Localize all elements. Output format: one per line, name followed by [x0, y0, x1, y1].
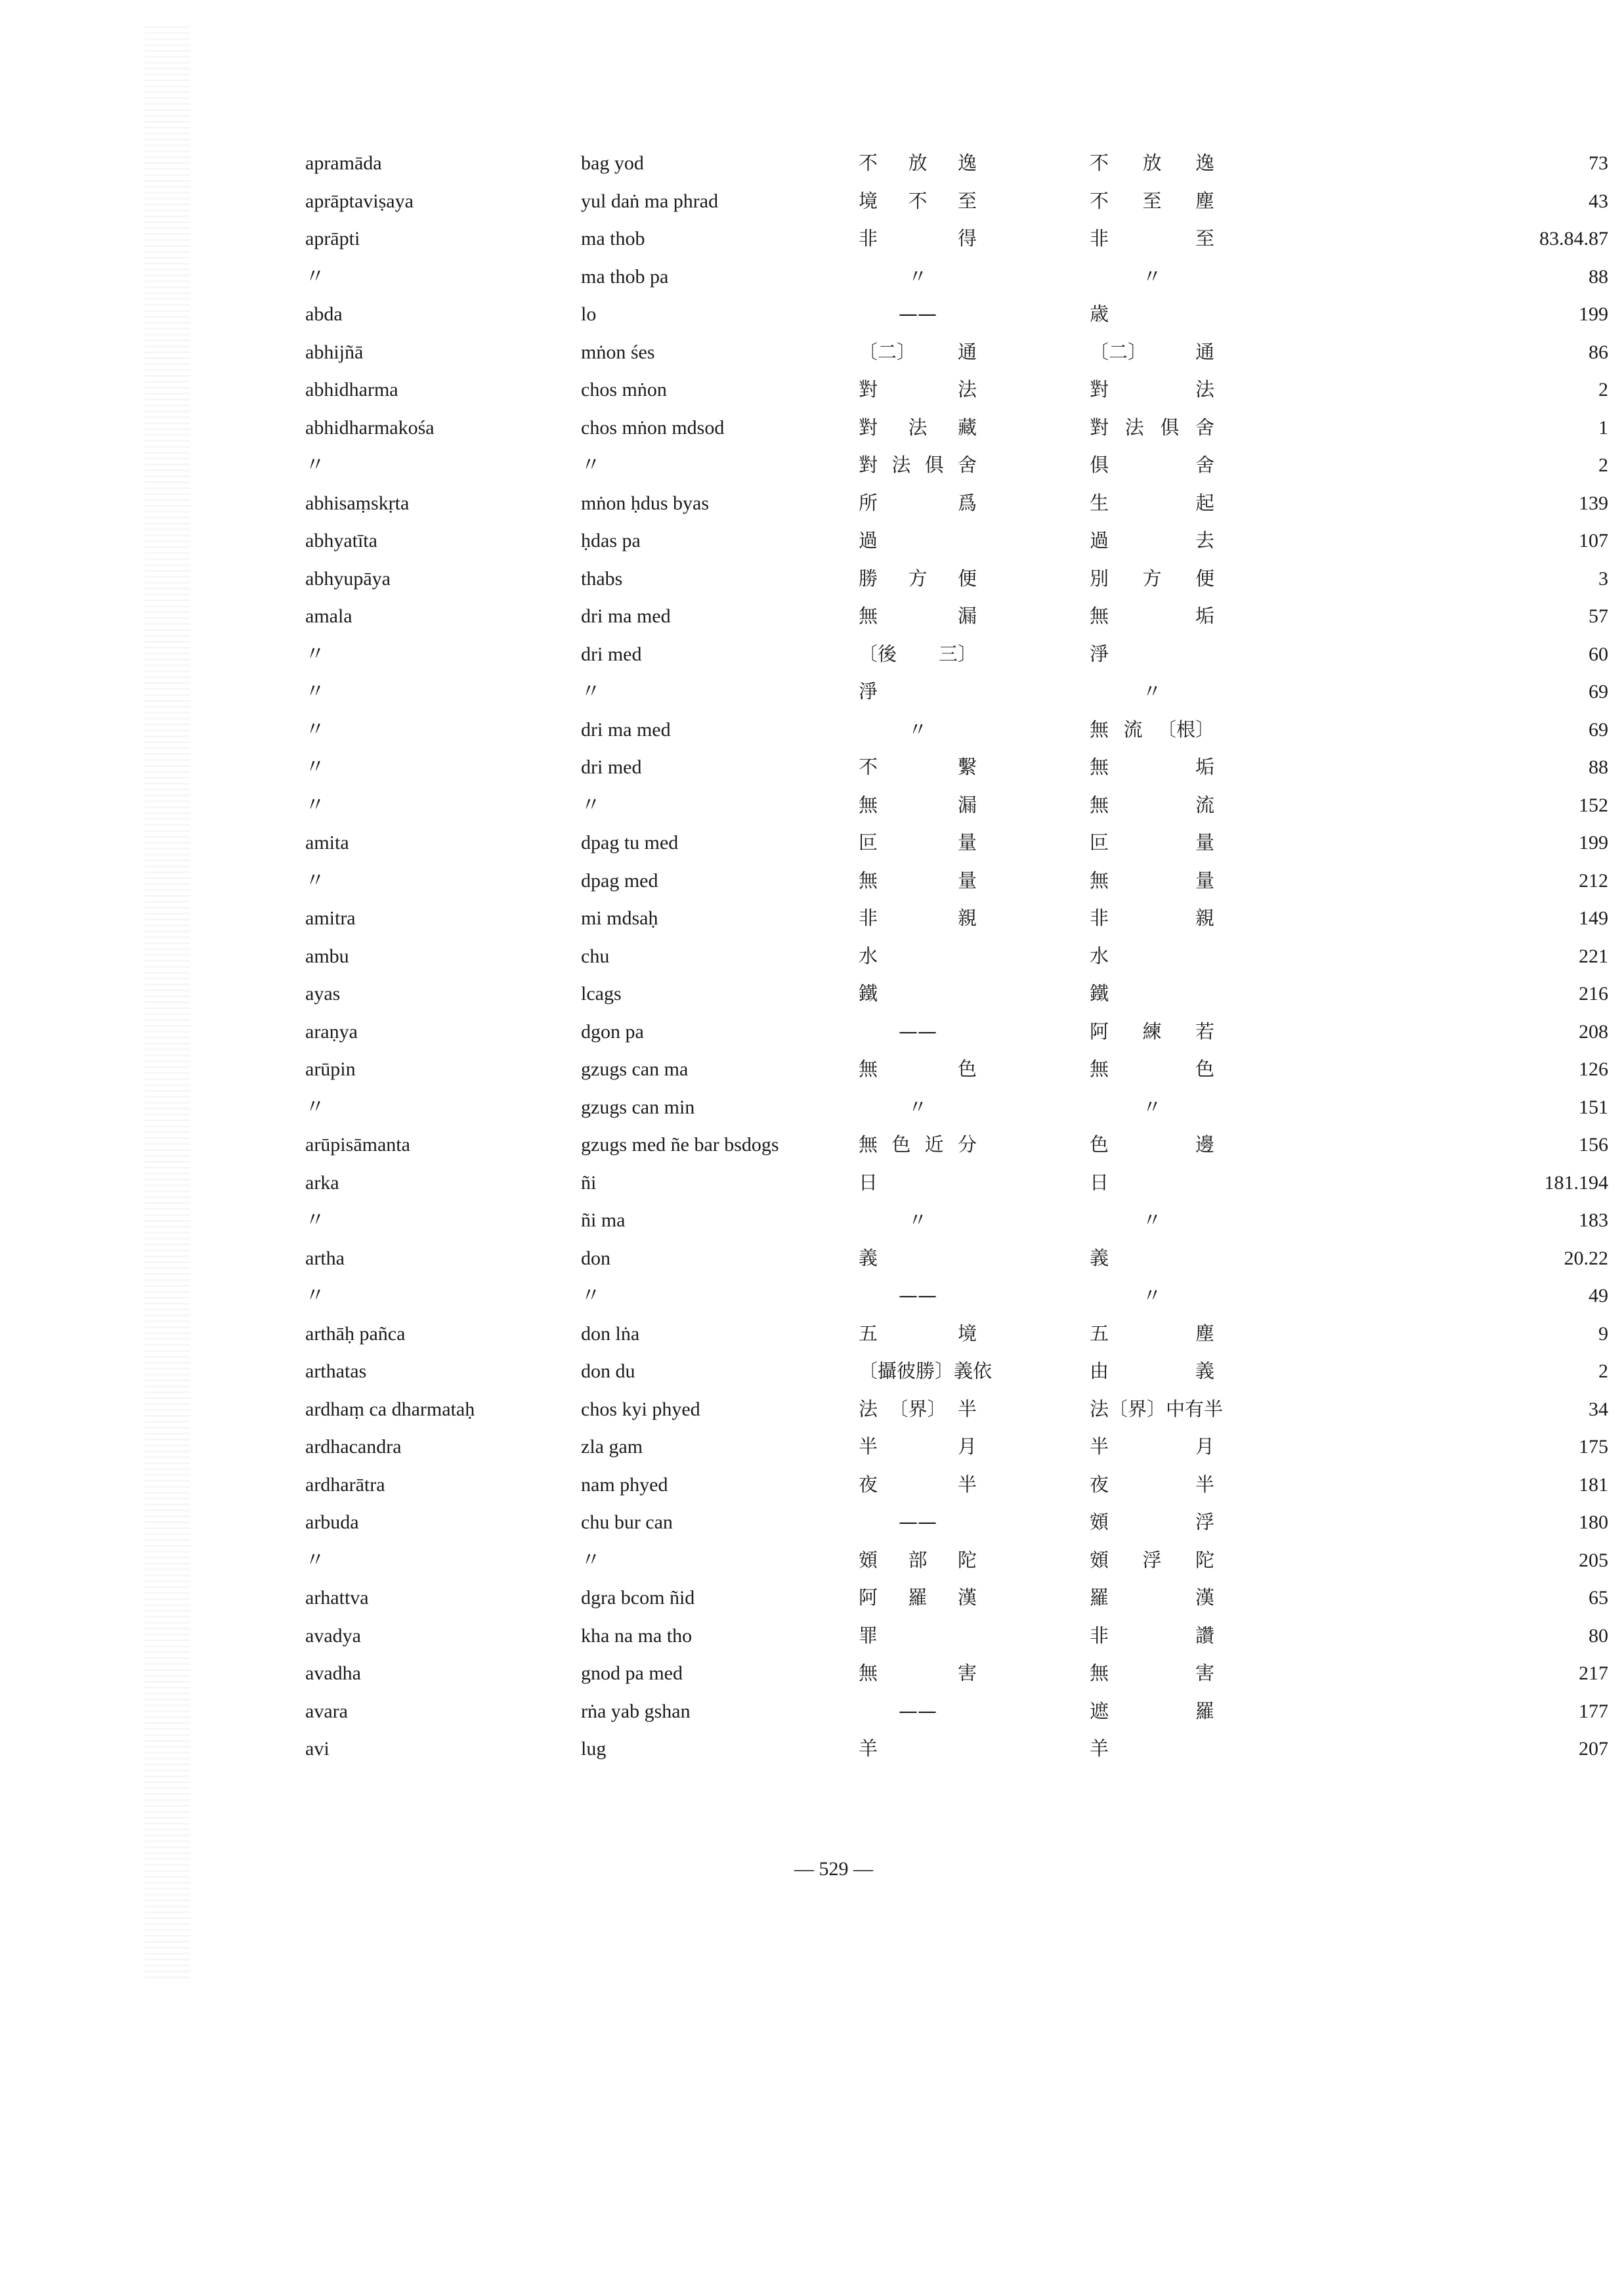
glossary-row — [289, 258, 1608, 296]
sanskrit-term: 〃 — [305, 794, 325, 816]
chinese-term-xuanzang: 無 色 近 分 — [859, 1133, 977, 1156]
chinese-term-xuanzang: 境 不 至 — [859, 189, 977, 212]
chinese-term-paramartha: 俱 舍 — [1090, 454, 1214, 476]
tibetan-term: rṅa yab gshan — [581, 1700, 691, 1722]
chinese-term-paramartha: 色 邊 — [1090, 1133, 1214, 1156]
chinese-term-paramartha: 別 方 便 — [1090, 567, 1214, 590]
glossary-row — [289, 1655, 1608, 1693]
sanskrit-term: arthāḥ pañca — [305, 1322, 406, 1345]
chinese-term-paramartha: 淨 — [1090, 642, 1109, 665]
page-reference: 212 — [1579, 869, 1608, 892]
glossary-row — [289, 1542, 1608, 1580]
tibetan-term: 〃 — [581, 794, 601, 816]
sanskrit-term: ambu — [305, 945, 349, 967]
page-reference: 181.194 — [1544, 1171, 1608, 1194]
page-reference: 9 — [1598, 1322, 1608, 1345]
chinese-term-paramartha: 非 讚 — [1090, 1624, 1214, 1647]
chinese-term-paramartha: 非 至 — [1090, 227, 1214, 249]
glossary-row — [289, 787, 1608, 825]
page-reference: 69 — [1589, 718, 1608, 741]
tibetan-term: 〃 — [581, 454, 601, 476]
chinese-term-paramartha: 不 至 塵 — [1090, 189, 1214, 212]
sanskrit-term: apramāda — [305, 152, 382, 174]
tibetan-term: 〃 — [581, 1549, 601, 1571]
tibetan-term: dpag med — [581, 869, 658, 892]
chinese-term-paramartha: 無 垢 — [1090, 756, 1214, 778]
glossary-row — [289, 1126, 1608, 1164]
glossary-row — [289, 1051, 1608, 1089]
chinese-term-paramartha: 無 色 — [1090, 1058, 1214, 1080]
tibetan-term: gzugs can ma — [581, 1058, 689, 1080]
page-reference: 183 — [1579, 1209, 1608, 1231]
tibetan-term: dri ma med — [581, 605, 671, 627]
page-reference: 43 — [1589, 190, 1608, 212]
chinese-term-xuanzang: 義 — [859, 1246, 878, 1269]
chinese-term-paramartha: 〃 — [1142, 1209, 1162, 1231]
glossary-row — [289, 1013, 1608, 1051]
page-reference: 208 — [1579, 1020, 1608, 1043]
tibetan-term: lo — [581, 303, 597, 325]
glossary-table — [289, 144, 1608, 1768]
glossary-row — [289, 371, 1608, 409]
glossary-row — [289, 1089, 1608, 1127]
sanskrit-term: artha — [305, 1247, 345, 1269]
glossary-row — [289, 1617, 1608, 1655]
glossary-row — [289, 1693, 1608, 1731]
page-reference: 180 — [1579, 1511, 1608, 1533]
page-reference: 2 — [1598, 454, 1608, 476]
tibetan-term: chos mṅon mdsod — [581, 416, 725, 439]
chinese-term-xuanzang: 無 量 — [859, 869, 977, 892]
chinese-term-xuanzang: 對 法 藏 — [859, 416, 977, 439]
glossary-row — [289, 560, 1608, 598]
page-reference: 216 — [1579, 983, 1608, 1005]
tibetan-term: ñi — [581, 1171, 597, 1194]
chinese-term-xuanzang: 非 得 — [859, 227, 977, 249]
page-reference: 20.22 — [1564, 1247, 1608, 1269]
sanskrit-term: aprāpti — [305, 228, 360, 249]
sanskrit-term: ardhacandra — [305, 1436, 402, 1458]
chinese-term-xuanzang: 〃 — [908, 265, 928, 288]
sanskrit-term: arūpisāmanta — [305, 1134, 410, 1156]
sanskrit-term: araṇya — [305, 1020, 358, 1043]
glossary-row — [289, 1353, 1608, 1391]
chinese-term-xuanzang: 無 色 — [859, 1058, 977, 1080]
glossary-row — [289, 1240, 1608, 1278]
sanskrit-term: avadha — [305, 1662, 361, 1684]
chinese-term-xuanzang: 〃 — [908, 718, 928, 741]
page-reference: 107 — [1579, 530, 1608, 552]
page-reference: 175 — [1579, 1436, 1608, 1458]
chinese-term-paramartha: 非 親 — [1090, 907, 1214, 929]
tibetan-term: gnod pa med — [581, 1662, 683, 1684]
sanskrit-term: 〃 — [305, 643, 325, 665]
chinese-term-paramartha: 對 法 俱 舍 — [1090, 416, 1214, 439]
glossary-row — [289, 975, 1608, 1013]
glossary-row — [289, 636, 1608, 674]
tibetan-term: chos mṅon — [581, 379, 667, 401]
tibetan-term: gzugs can min — [581, 1096, 695, 1118]
tibetan-term: yul daṅ ma phrad — [581, 190, 719, 212]
page-reference: 139 — [1579, 492, 1608, 514]
sanskrit-term: avi — [305, 1738, 330, 1760]
chinese-term-paramartha: 由 義 — [1090, 1360, 1214, 1382]
chinese-term-paramartha: 〃 — [1142, 1095, 1162, 1118]
sanskrit-term: abda — [305, 303, 343, 325]
page-reference: 80 — [1589, 1624, 1608, 1647]
chinese-term-paramartha: 阿 練 若 — [1090, 1020, 1214, 1043]
chinese-term-paramartha: 對 法 — [1090, 378, 1214, 401]
chinese-term-xuanzang: 對 法 俱 舍 — [859, 454, 977, 476]
chinese-term-paramartha: 〃 — [1142, 1284, 1162, 1307]
glossary-row — [289, 1579, 1608, 1617]
glossary-row — [289, 824, 1608, 862]
chinese-term-xuanzang: 半 月 — [859, 1435, 977, 1458]
tibetan-term: nam phyed — [581, 1473, 668, 1496]
page-reference: 199 — [1579, 303, 1608, 325]
sanskrit-term: 〃 — [305, 1549, 325, 1571]
glossary-row — [289, 295, 1608, 334]
sanskrit-term: abhyatīta — [305, 530, 377, 552]
chinese-term-xuanzang: 法 〔界〕 半 — [859, 1397, 977, 1420]
chinese-term-xuanzang: 〃 — [908, 1209, 928, 1231]
sanskrit-term: abhidharma — [305, 379, 398, 401]
glossary-row — [289, 446, 1608, 485]
chinese-term-paramartha: 五 塵 — [1090, 1322, 1214, 1345]
page-reference: 69 — [1589, 681, 1608, 703]
chinese-term-paramartha: 頞 浮 陀 — [1090, 1548, 1214, 1571]
sanskrit-term: 〃 — [305, 718, 325, 741]
sanskrit-term: arūpin — [305, 1058, 356, 1080]
page-reference: 152 — [1579, 794, 1608, 816]
chinese-term-paramartha: 羅 漢 — [1090, 1586, 1214, 1609]
page-reference: 57 — [1589, 605, 1608, 627]
chinese-term-xuanzang: 〔二〕 通 — [859, 340, 977, 363]
glossary-row — [289, 334, 1608, 372]
chinese-term-paramartha: 夜 半 — [1090, 1473, 1214, 1496]
tibetan-term: don du — [581, 1360, 635, 1382]
chinese-term-paramartha: 〃 — [1142, 680, 1162, 703]
chinese-term-paramartha: 無 流 〔根〕 — [1090, 718, 1214, 741]
tibetan-term: dri med — [581, 756, 642, 778]
tibetan-term: dri med — [581, 643, 642, 665]
tibetan-term: bag yod — [581, 152, 644, 174]
chinese-term-paramartha: 鐵 — [1090, 982, 1109, 1005]
page-reference: 86 — [1589, 341, 1608, 363]
sanskrit-term: 〃 — [305, 1209, 325, 1231]
chinese-term-xuanzang: 水 — [859, 944, 878, 967]
page-reference: 217 — [1579, 1662, 1608, 1684]
chinese-term-xuanzang: 無 漏 — [859, 793, 977, 816]
chinese-term-xuanzang: 不 放 逸 — [859, 152, 977, 174]
chinese-term-paramartha: 生 起 — [1090, 491, 1214, 514]
tibetan-term: 〃 — [581, 681, 601, 703]
tibetan-term: ma thob — [581, 228, 645, 249]
sanskrit-term: avara — [305, 1700, 348, 1722]
tibetan-term: mṅon ḥdus byas — [581, 492, 709, 514]
tibetan-term: chu — [581, 945, 610, 967]
glossary-row — [289, 862, 1608, 900]
sanskrit-term: arka — [305, 1171, 339, 1194]
chinese-term-xuanzang: 勝 方 便 — [859, 567, 977, 590]
sanskrit-term: 〃 — [305, 454, 325, 476]
sanskrit-term: 〃 — [305, 1096, 325, 1118]
glossary-row — [289, 1277, 1608, 1315]
tibetan-term: thabs — [581, 567, 623, 590]
page-reference: 65 — [1589, 1587, 1608, 1609]
chinese-term-xuanzang: 〔攝彼勝〕義依 — [859, 1360, 993, 1382]
chinese-term-xuanzang: 過 — [859, 529, 878, 552]
sanskrit-term: ayas — [305, 983, 341, 1005]
sanskrit-term: aprāptaviṣaya — [305, 190, 414, 212]
chinese-term-paramartha: 法〔界〕中有半 — [1090, 1397, 1224, 1420]
chinese-term-paramartha: 不 放 逸 — [1090, 152, 1214, 174]
tibetan-term: ma thob pa — [581, 265, 669, 288]
chinese-term-paramartha: 羊 — [1090, 1737, 1109, 1760]
chinese-term-paramartha: 頞 浮 — [1090, 1511, 1214, 1533]
chinese-term-paramartha: 無 量 — [1090, 869, 1214, 892]
sanskrit-term: arhattva — [305, 1587, 369, 1609]
chinese-term-xuanzang: —— — [899, 303, 937, 325]
page-number: — 529 — — [794, 1858, 873, 1880]
chinese-term-xuanzang: 無 害 — [859, 1662, 977, 1684]
tibetan-term: chos kyi phyed — [581, 1398, 700, 1420]
chinese-term-xuanzang: 阿 羅 漢 — [859, 1586, 977, 1609]
chinese-term-xuanzang: 五 境 — [859, 1322, 977, 1345]
tibetan-term: don — [581, 1247, 610, 1269]
page-reference: 1 — [1598, 416, 1608, 439]
chinese-term-paramartha: 無 害 — [1090, 1662, 1214, 1684]
tibetan-term: gzugs med ñe bar bsdogs — [581, 1134, 779, 1156]
chinese-term-xuanzang: —— — [899, 1699, 937, 1722]
page-reference: 2 — [1598, 379, 1608, 401]
page-reference: 49 — [1589, 1285, 1608, 1307]
sanskrit-term: abhidharmakośa — [305, 416, 435, 439]
sanskrit-term: abhyupāya — [305, 567, 391, 590]
chinese-term-paramartha: 叵 量 — [1090, 831, 1214, 854]
chinese-term-xuanzang: 淨 — [859, 680, 878, 703]
glossary-row — [289, 1202, 1608, 1240]
chinese-term-xuanzang: 頞 部 陀 — [859, 1548, 977, 1571]
page-reference: 83.84.87 — [1539, 228, 1608, 249]
tibetan-term: mi mdsaḥ — [581, 907, 658, 929]
tibetan-term: dpag tu med — [581, 832, 679, 854]
sanskrit-term: arbuda — [305, 1511, 359, 1533]
glossary-row — [289, 938, 1608, 976]
glossary-row — [289, 1730, 1608, 1768]
page-reference: 221 — [1579, 945, 1608, 967]
scan-edge-texture — [144, 26, 190, 1983]
glossary-row — [289, 711, 1608, 749]
sanskrit-term: arthatas — [305, 1360, 367, 1382]
chinese-term-xuanzang: 羊 — [859, 1737, 878, 1760]
chinese-term-xuanzang: —— — [899, 1284, 937, 1307]
chinese-term-paramartha: 義 — [1090, 1246, 1109, 1269]
chinese-term-paramartha: 無 流 — [1090, 793, 1214, 816]
tibetan-term: lcags — [581, 983, 622, 1005]
glossary-row — [289, 1428, 1608, 1466]
page-reference: 151 — [1579, 1096, 1608, 1118]
glossary-row — [289, 409, 1608, 447]
tibetan-term: kha na ma tho — [581, 1624, 693, 1647]
page-reference: 205 — [1579, 1549, 1608, 1571]
chinese-term-xuanzang: —— — [899, 1511, 937, 1533]
page-reference: 126 — [1579, 1058, 1608, 1080]
sanskrit-term: amita — [305, 832, 349, 854]
sanskrit-term: 〃 — [305, 265, 325, 288]
sanskrit-term: ardhaṃ ca dharmataḥ — [305, 1398, 475, 1420]
chinese-term-paramartha: 〔二〕 通 — [1090, 340, 1214, 363]
chinese-term-xuanzang: 非 親 — [859, 907, 977, 929]
page-reference: 199 — [1579, 832, 1608, 854]
sanskrit-term: amala — [305, 605, 353, 627]
glossary-row — [289, 1466, 1608, 1504]
sanskrit-term: 〃 — [305, 681, 325, 703]
page-reference: 177 — [1579, 1700, 1608, 1722]
chinese-term-paramartha: 無 垢 — [1090, 605, 1214, 627]
page-reference: 207 — [1579, 1738, 1608, 1760]
page-reference: 34 — [1589, 1398, 1608, 1420]
page-reference: 73 — [1589, 152, 1608, 174]
tibetan-term: zla gam — [581, 1436, 643, 1458]
chinese-term-xuanzang: 叵 量 — [859, 831, 977, 854]
glossary-row — [289, 1504, 1608, 1542]
sanskrit-term: 〃 — [305, 869, 325, 892]
chinese-term-paramartha: 遮 羅 — [1090, 1699, 1214, 1722]
page-reference: 88 — [1589, 756, 1608, 778]
chinese-term-xuanzang: 〔後 三〕 — [859, 642, 977, 665]
chinese-term-paramartha: 日 — [1090, 1171, 1109, 1194]
chinese-term-paramartha: 〃 — [1142, 265, 1162, 288]
glossary-row — [289, 522, 1608, 560]
chinese-term-xuanzang: —— — [899, 1020, 937, 1043]
tibetan-term: chu bur can — [581, 1511, 673, 1533]
tibetan-term: don lṅa — [581, 1322, 640, 1345]
page-reference: 149 — [1579, 907, 1608, 929]
chinese-term-paramartha: 半 月 — [1090, 1435, 1214, 1458]
page-reference: 2 — [1598, 1360, 1608, 1382]
tibetan-term: lug — [581, 1738, 607, 1760]
page-reference: 181 — [1579, 1473, 1608, 1496]
chinese-term-xuanzang: 日 — [859, 1171, 878, 1194]
glossary-row — [289, 1391, 1608, 1429]
glossary-row — [289, 485, 1608, 523]
sanskrit-term: 〃 — [305, 756, 325, 778]
sanskrit-term: avadya — [305, 1624, 361, 1647]
glossary-row — [289, 673, 1608, 711]
glossary-row — [289, 144, 1608, 183]
chinese-term-paramartha: 過 去 — [1090, 529, 1214, 552]
sanskrit-term: abhisaṃskṛta — [305, 492, 410, 514]
chinese-term-xuanzang: 鐵 — [859, 982, 878, 1005]
chinese-term-xuanzang: 無 漏 — [859, 605, 977, 627]
page-reference: 88 — [1589, 265, 1608, 288]
chinese-term-xuanzang: 夜 半 — [859, 1473, 977, 1496]
sanskrit-term: abhijñā — [305, 341, 364, 363]
sanskrit-term: amitra — [305, 907, 356, 929]
glossary-row — [289, 1164, 1608, 1202]
glossary-row — [289, 1315, 1608, 1353]
page-reference: 156 — [1579, 1134, 1608, 1156]
glossary-row — [289, 183, 1608, 221]
tibetan-term: mṅon śes — [581, 341, 655, 363]
tibetan-term: ñi ma — [581, 1209, 626, 1231]
page-reference: 60 — [1589, 643, 1608, 665]
page-reference: 3 — [1598, 567, 1608, 590]
tibetan-term: 〃 — [581, 1285, 601, 1307]
glossary-row — [289, 748, 1608, 787]
chinese-term-paramartha: 歳 — [1090, 303, 1109, 325]
tibetan-term: dri ma med — [581, 718, 671, 741]
sanskrit-term: ardharātra — [305, 1473, 385, 1496]
tibetan-term: dgon pa — [581, 1020, 644, 1043]
chinese-term-xuanzang: 不 繫 — [859, 756, 977, 778]
chinese-term-xuanzang: 罪 — [859, 1624, 878, 1647]
glossary-row — [289, 220, 1608, 258]
chinese-term-xuanzang: 所 爲 — [859, 491, 977, 514]
glossary-row — [289, 899, 1608, 938]
tibetan-term: ḥdas pa — [581, 530, 641, 552]
chinese-term-xuanzang: 對 法 — [859, 378, 977, 401]
glossary-row — [289, 597, 1608, 636]
sanskrit-term: 〃 — [305, 1285, 325, 1307]
tibetan-term: dgra bcom ñid — [581, 1587, 695, 1609]
chinese-term-paramartha: 水 — [1090, 944, 1109, 967]
chinese-term-xuanzang: 〃 — [908, 1095, 928, 1118]
